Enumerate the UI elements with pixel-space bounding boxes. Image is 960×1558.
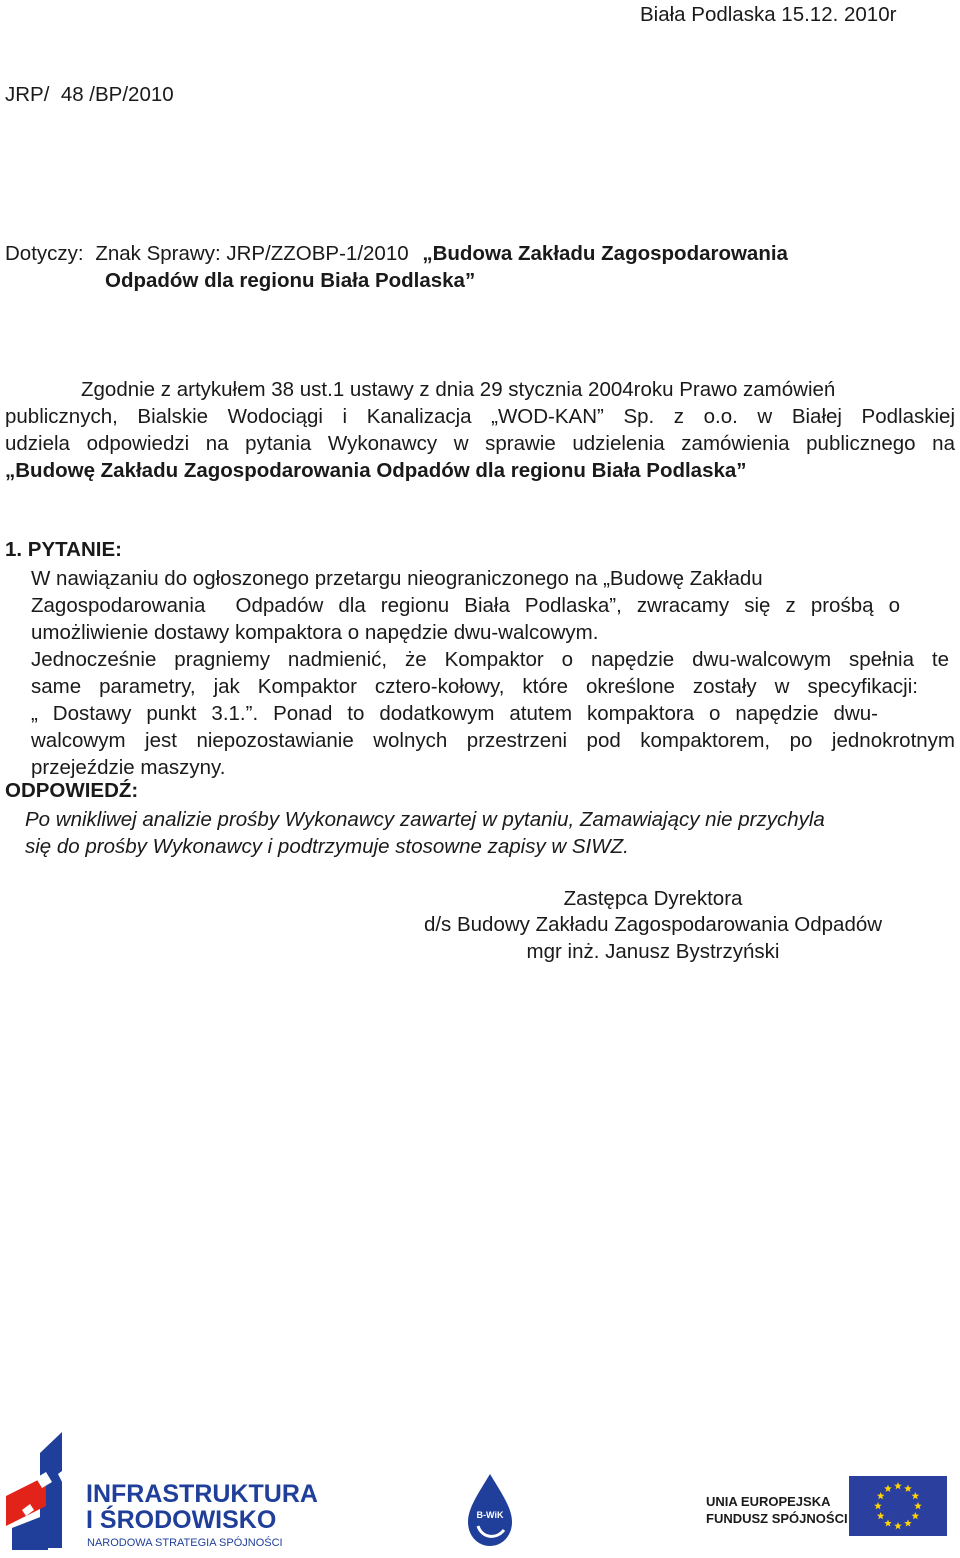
question-line-7: walcowym jest niepozostawianie wolnych przestrzeni pod kompaktorem, po jednokrotnym [31, 729, 955, 752]
reference-number: JRP/ 48 /BP/2010 [5, 83, 174, 106]
question-heading: 1. PYTANIE: [5, 538, 122, 561]
answer-line-2: się do prośby Wykonawcy i podtrzymuje stosowne zapisy w SIWZ. [25, 835, 629, 858]
footer-logos [0, 1418, 960, 1558]
water-drop-logo [468, 1474, 512, 1546]
eu-logo-line1: UNIA EUROPEJSKA [706, 1494, 831, 1509]
subject-line [5, 242, 788, 266]
eu-logo-line2: FUNDUSZ SPÓJNOŚCI [706, 1511, 848, 1526]
question-line-5: same parametry, jak Kompaktor cztero-kołowy, które określone zostały w specyfikacji: [31, 675, 918, 698]
intro-line-3: udziela odpowiedzi na pytania Wykonawcy w sprawie udzielenia zamówienia publicznego na [5, 432, 955, 455]
subject-title-part1: „Budowa Zakładu Zagospodarowania [422, 242, 788, 265]
answer-line-1: Po wnikliwej analizie prośby Wykonawcy zawartej w pytaniu, Zamawiający nie przychyla [25, 808, 825, 831]
infrastructure-logo-line3: NARODOWA STRATEGIA SPÓJNOŚCI [87, 1537, 283, 1549]
infrastructure-logo-line1: INFRASTRUKTURA [86, 1480, 318, 1508]
question-line-2: Zagospodarowania Odpadów dla regionu Biała Podlaska”, zwracamy się z prośbą o [31, 594, 900, 617]
question-line-4: Jednocześnie pragniemy nadmienić, że Kompaktor o napędzie dwu-walcowym spełnia te [31, 648, 949, 671]
case-number: Znak Sprawy: JRP/ZZOBP-1/2010 [95, 242, 409, 265]
eu-flag-icon [849, 1476, 947, 1536]
infrastructure-logo-line2: I ŚRODOWISKO [86, 1506, 277, 1534]
signature-department: d/s Budowy Zakładu Zagospodarowania Odpadów [423, 913, 883, 936]
question-line-1: W nawiązaniu do ogłoszonego przetargu nieograniczonego na „Budowę Zakładu [31, 567, 763, 590]
document-date: Biała Podlaska 15.12. 2010r [640, 3, 897, 26]
intro-line-1: Zgodnie z artykułem 38 ust.1 ustawy z dnia 29 stycznia 2004roku Prawo zamówień [81, 378, 836, 401]
answer-body [25, 806, 955, 860]
signature-title: Zastępca Dyrektora [563, 887, 743, 910]
question-line-3: umożliwienie dostawy kompaktora o napędzie dwu-walcowym. [31, 621, 599, 644]
intro-paragraph [5, 376, 955, 484]
answer-heading: ODPOWIEDŹ: [5, 779, 139, 802]
signature-name: mgr inż. Janusz Bystrzyński [526, 940, 780, 963]
subject-title-part2: Odpadów dla regionu Biała Podlaska” [105, 269, 476, 292]
intro-line-4: „Budowę Zakładu Zagospodarowania Odpadów dla regionu Biała Podlaska” [5, 459, 747, 482]
infrastructure-logo-mark [6, 1432, 70, 1550]
water-logo-text: B-WiK [476, 1510, 504, 1520]
question-line-8: przejeździe maszyny. [31, 756, 226, 779]
question-body [31, 565, 955, 781]
subject-label: Dotyczy: [5, 242, 84, 265]
intro-line-2: publicznych, Bialskie Wodociągi i Kanalizacja „WOD-KAN” Sp. z o.o. w Białej Podlaskiej [5, 405, 955, 428]
question-line-6: „ Dostawy punkt 3.1.”. Ponad to dodatkowym atutem kompaktora o napędzie dwu- [31, 702, 878, 725]
